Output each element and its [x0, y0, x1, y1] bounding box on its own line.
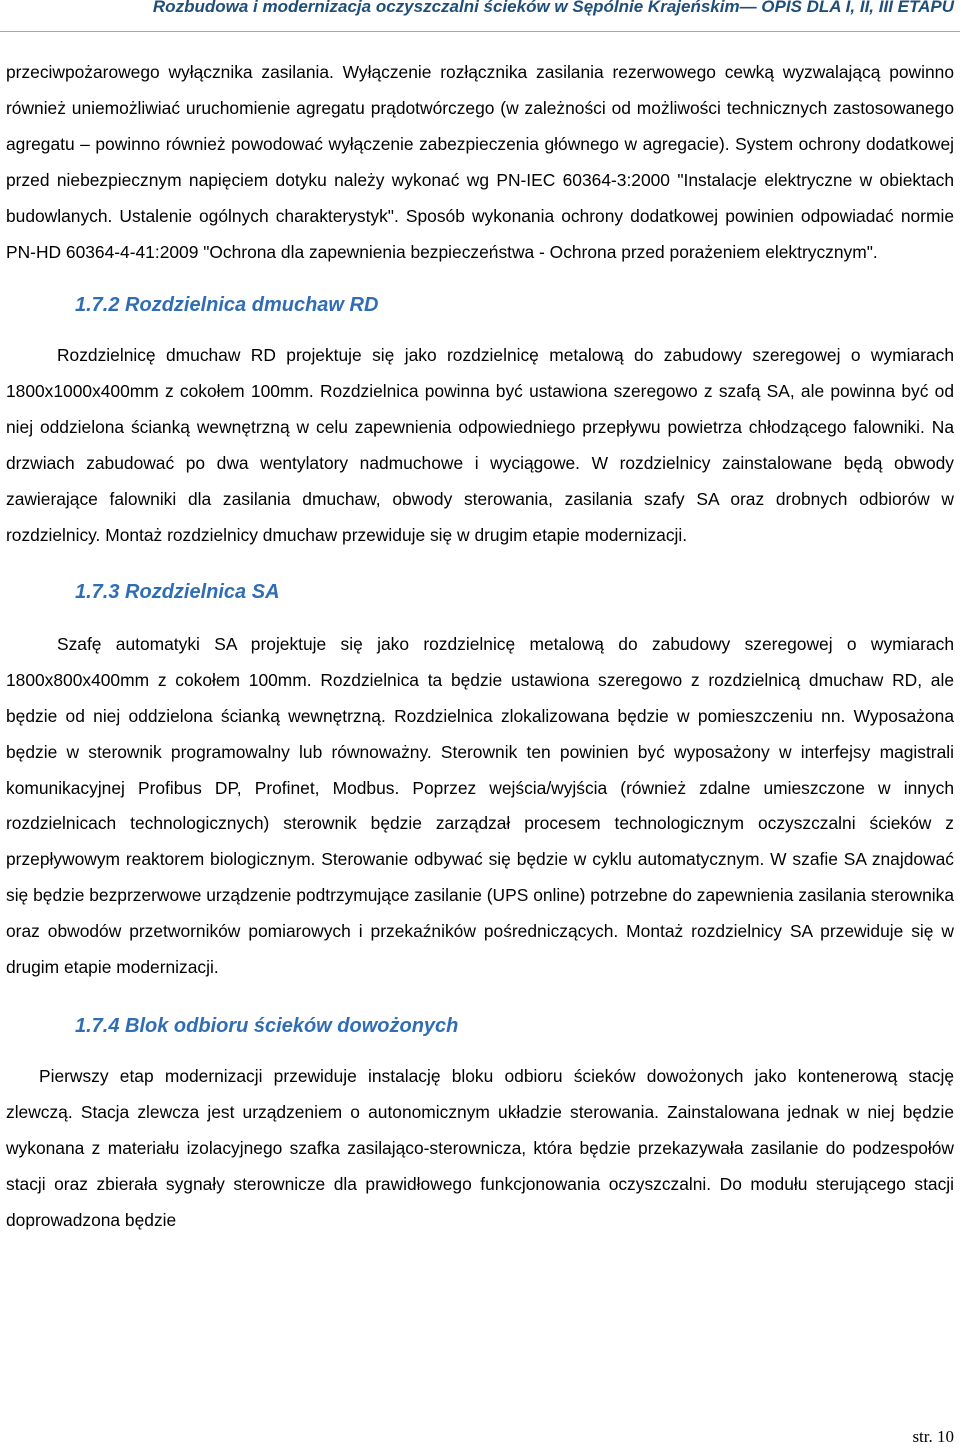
running-header [0, 0, 960, 19]
header-divider [0, 31, 960, 32]
section-heading-sa: 1.7.3 Rozdzielnica SA [75, 580, 280, 603]
intro-paragraph: przeciwpożarowego wyłącznika zasilania. Wyłączenie rozłącznika zasilania rezerwowego cewką wyzwalającą powinno również uniemożliwiać uruchomienie agregatu prądotwórczego (w zależności od możliwości technicznych zastosowanego agregatu – powinno również powodować wyłączenie zabezpieczenia głównego w agregacie). System ochrony dodatkowej przed niebezpiecznym napięciem dotyku należy wykonać wg PN-IEC 60364-3:2000 "Instalacje elektryczne w obiektach budowlanych. Ustalenie ogólnych charakterystyk". Sposób wykonania ochrony dodatkowej powinien odpowiadać normie PN-HD 60364-4-41:2009 "Ochrona dla zapewnienia bezpieczeństwa - Ochrona przed porażeniem elektrycznym". [6, 62, 954, 262]
section-heading-blok: 1.7.4 Blok odbioru ścieków dowożonych [75, 1014, 459, 1037]
page-number: str. 10 [912, 1427, 954, 1446]
section-heading-rd: 1.7.2 Rozdzielnica dmuchaw RD [75, 294, 379, 317]
running-header-title: Rozbudowa i modernizacja oczyszczalni ścieków w Sępólnie Krajeńskim— OPIS DLA I, II, III ETAPU [152, 0, 954, 16]
section-paragraph-blok: Pierwszy etap modernizacji przewiduje instalację bloku odbioru ścieków dowożonych jako kontenerową stację zlewczą. Stacja zlewcza jest urządzeniem o autonomicznym układzie sterowania. Zainstalowana jednak w niej będzie wykonana z materiału izolacyjnego szafka zasilająco-sterownicza, która będzie przekazywała zasilanie do podzespołów stacji oraz zbierała sygnały sterownicze dla prawidłowego funkcjonowania oczyszczalni. Do modułu sterującego stacji doprowadzona będzie [6, 1065, 954, 1230]
section-paragraph-rd: Rozdzielnicę dmuchaw RD projektuje się jako rozdzielnicę metalową do zabudowy szeregowej o wymiarach 1800x1000x400mm z cokołem 100mm. Rozdzielnica powinna być ustawiona szeregowo z szafą SA, ale powinna być od niej oddzielona ścianką wewnętrzną w celu zapewnienia odpowiedniego przepływu powietrza chłodzącego falowniki. Na drzwiach zabudować po dwa wentylatory nadmuchowe i wyciągowe. W rozdzielnicy zainstalowane będą obwody zawierające falowniki dla zasilania dmuchaw, obwody sterowania, zasilania szafy SA oraz drobnych odbiorów w rozdzielnicy. Montaż rozdzielnicy dmuchaw przewiduje się w drugim etapie modernizacji. [6, 345, 954, 545]
section-paragraph-sa: Szafę automatyki SA projektuje się jako rozdzielnicę metalową do zabudowy szeregowej o wymiarach 1800x800x400mm z cokołem 100mm. Rozdzielnica ta będzie ustawiona szeregowo z rozdzielnicą dmuchaw RD, ale będzie od niej oddzielona ścianką wewnętrzną. Rozdzielnica zlokalizowana będzie w pomieszczeniu nn. Wyposażona będzie w sterownik programowalny lub równoważny. Sterownik ten powinien być wyposażony w interfejsy magistrali komunikacyjnej Profibus DP, Profinet, Modbus. Poprzez wejścia/wyjścia (również zdalne umieszczone w innych rozdzielnicach technologicznych) sterownik będzie zarządzał procesem technologicznym oczyszczalni ścieków z przepływowym reaktorem biologicznym. Sterowanie odbywać się będzie w cyklu automatycznym. W szafie SA znajdować się będzie bezprzerwowe urządzenie podtrzymujące zasilanie (UPS online) potrzebne do zapewnienia zasilania sterownika oraz obwodów przetworników pomiarowych i przekaźników pośredniczących. Montaż rozdzielnicy SA przewiduje się w drugim etapie modernizacji. [6, 633, 954, 978]
document-body [6, 55, 954, 1238]
